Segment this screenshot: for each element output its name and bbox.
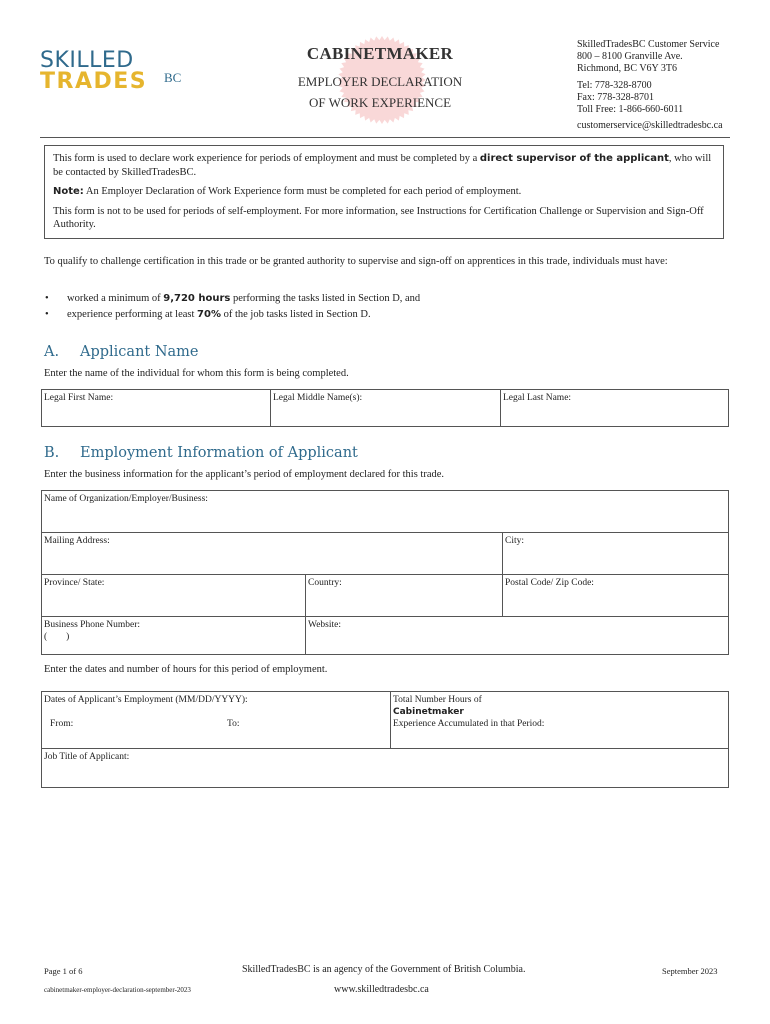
province-state-label: Province/ State:	[44, 578, 105, 588]
contact-org: SkilledTradesBC Customer Service	[577, 39, 720, 50]
legal-last-name-field[interactable]	[500, 389, 729, 427]
province-state-field[interactable]	[41, 574, 306, 617]
footer-agency-text: SkilledTradesBC is an agency of the Government of British Columbia.	[242, 964, 526, 975]
form-title-line1: EMPLOYER DECLARATION	[297, 74, 463, 89]
intro-note	[53, 185, 715, 199]
bullet2-text: experience performing at least	[67, 309, 198, 320]
total-hours-text: Total Number Hours of	[393, 695, 482, 705]
form-trade-title: CABINETMAKER	[306, 44, 454, 63]
job-title-field[interactable]	[41, 748, 729, 788]
note-text: An Employer Declaration of Work Experience form must be completed for each period of employment.	[83, 186, 522, 197]
section-b-instruction: Enter the business information for the applicant’s period of employment declared for this trade.	[44, 469, 445, 480]
legal-first-name-label: Legal First Name:	[44, 393, 114, 403]
logo-bc-text: BC	[164, 70, 182, 85]
organization-name-field[interactable]	[41, 490, 729, 533]
legal-middle-name-field[interactable]	[270, 389, 501, 427]
country-label: Country:	[308, 578, 342, 588]
bullet2-bold: 70%	[197, 309, 221, 320]
postal-code-label: Postal Code/ Zip Code:	[505, 578, 594, 588]
qualification-bullet-2	[45, 308, 705, 322]
bullet1-text-end: performing the tasks listed in Section D, and	[230, 293, 421, 304]
legal-first-name-field[interactable]	[41, 389, 271, 427]
qualification-bullet-1	[45, 292, 705, 306]
total-hours-label	[393, 694, 726, 730]
section-a-instruction: Enter the name of the individual for whom this form is being completed.	[44, 368, 349, 379]
website-label: Website:	[308, 620, 342, 630]
date-to-label[interactable]: To:	[227, 719, 240, 729]
mailing-address-label: Mailing Address:	[44, 536, 110, 546]
bullet-glyph: •	[45, 293, 49, 304]
city-field[interactable]	[502, 532, 729, 575]
legal-last-name-label: Legal Last Name:	[503, 393, 572, 403]
employment-dates-label: Dates of Applicant’s Employment (MM/DD/YYYY):	[44, 695, 248, 705]
organization-name-label: Name of Organization/Employer/Business:	[44, 494, 208, 504]
contact-fax: Fax: 778-328-8701	[577, 91, 654, 103]
legal-middle-name-label: Legal Middle Name(s):	[273, 393, 363, 403]
intro-paragraph-1	[53, 152, 715, 179]
postal-code-field[interactable]	[502, 574, 729, 617]
employment-dates-field	[41, 691, 391, 749]
intro-p1-text-end: , who will be contacted by SkilledTradesBC.	[53, 153, 712, 178]
section-a-title: Applicant Name	[80, 344, 199, 360]
intro-p1-text: This form is used to declare work experience for periods of employment and must be completed by a	[53, 153, 480, 164]
bullet1-text: worked a minimum of	[67, 293, 164, 304]
bullet2-text-end: of the job tasks listed in Section D.	[220, 309, 371, 320]
phone-area-code-brackets: ( )	[44, 632, 70, 642]
qualification-text: To qualify to challenge certification in this trade or be granted authority to supervise and sign-off on apprentices in this trade, individuals must have:	[44, 256, 668, 267]
dates-instruction: Enter the dates and number of hours for this period of employment.	[44, 664, 328, 675]
section-b-title: Employment Information of Applicant	[80, 445, 358, 461]
mailing-address-field[interactable]	[41, 532, 503, 575]
contact-tel: Tel: 778-328-8700	[577, 79, 652, 91]
bullet-glyph: •	[45, 309, 49, 320]
total-hours-field[interactable]	[390, 691, 729, 749]
section-a-letter: A.	[44, 344, 60, 360]
country-field[interactable]	[305, 574, 503, 617]
city-label: City:	[505, 536, 525, 546]
job-title-label: Job Title of Applicant:	[44, 752, 130, 762]
logo-skilled-text: SKILLED	[40, 48, 134, 73]
footer-page-number: Page 1 of 6	[44, 966, 83, 976]
contact-tollfree: Toll Free: 1-866-660-6011	[577, 104, 684, 116]
total-hours-trade: Cabinetmaker	[393, 707, 464, 717]
business-phone-field[interactable]	[41, 616, 306, 655]
contact-email[interactable]: customerservice@skilledtradesbc.ca	[577, 120, 723, 132]
footer-filename: cabinetmaker-employer-declaration-september-2023	[44, 986, 191, 994]
business-phone-label: Business Phone Number:	[44, 620, 141, 630]
bullet1-bold: 9,720 hours	[163, 293, 231, 304]
footer-url[interactable]: www.skilledtradesbc.ca	[334, 984, 429, 995]
contact-block	[577, 39, 723, 132]
header-divider	[40, 137, 730, 138]
total-hours-text-end: Experience Accumulated in that Period:	[393, 719, 545, 729]
date-from-label[interactable]: From:	[50, 719, 74, 729]
intro-paragraph-3: This form is not to be used for periods of self-employment. For more information, see Instructions for Certification Challenge or Supervision and Sign-Off Authority.	[53, 205, 704, 230]
form-title-line2: OF WORK EXPERIENCE	[308, 95, 452, 110]
intro-box	[44, 145, 724, 239]
logo-trades-text: TRADES	[40, 69, 148, 94]
contact-address2: Richmond, BC V6Y 3T6	[577, 63, 678, 75]
footer-date: September 2023	[662, 966, 718, 976]
intro-p1-bold: direct supervisor of the applicant	[479, 153, 669, 164]
note-label: Note:	[53, 186, 84, 197]
website-field[interactable]	[305, 616, 729, 655]
section-b-letter: B.	[44, 445, 60, 461]
contact-address1: 800 – 8100 Granville Ave.	[577, 51, 683, 63]
